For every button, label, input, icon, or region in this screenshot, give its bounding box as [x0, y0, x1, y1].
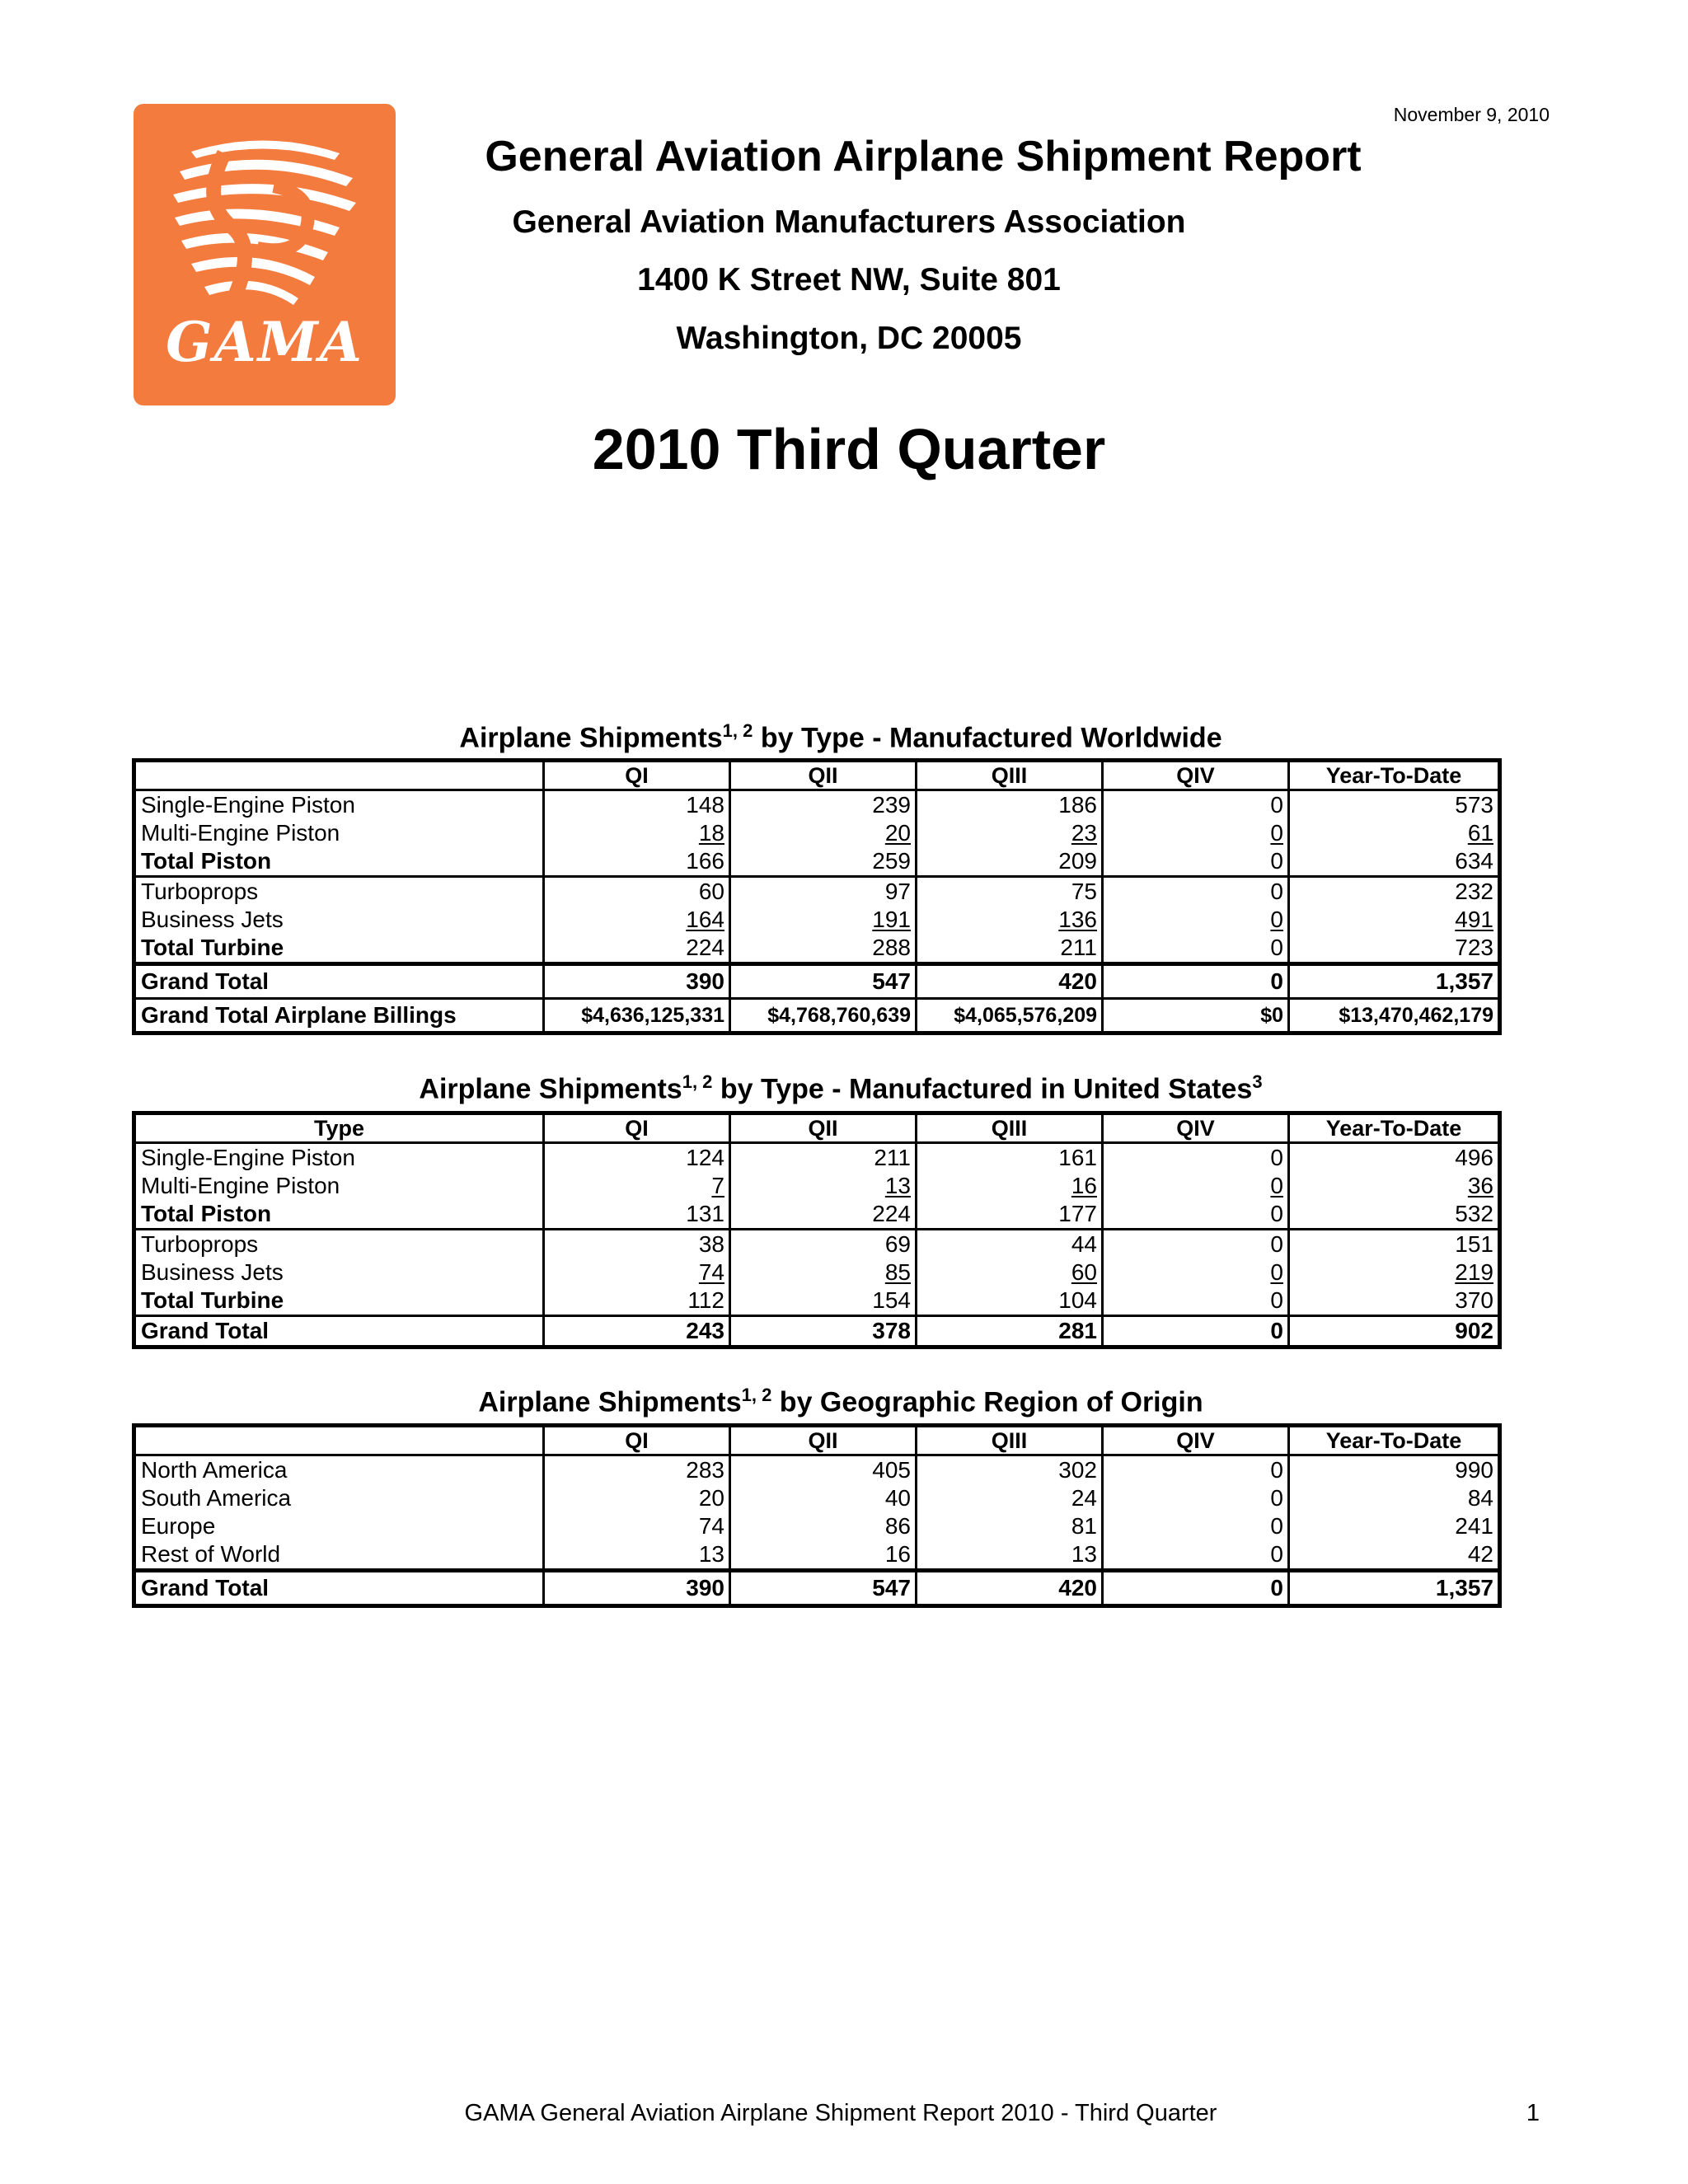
table-row: [134, 1143, 1500, 1173]
row-label: Business Jets: [141, 907, 284, 932]
cell-value: 85: [884, 1259, 911, 1285]
cell-ytd: [1289, 819, 1500, 847]
table-row: [134, 906, 1500, 934]
cell-q3: 161: [917, 1143, 1103, 1173]
cell-q1: 112: [544, 1286, 730, 1316]
cell-ytd: 151: [1289, 1230, 1500, 1259]
cell-q2: 86: [730, 1512, 917, 1540]
cell-value: 136: [1058, 907, 1097, 932]
row-label: Grand Total Airplane Billings: [134, 999, 544, 1033]
table3-caption: [132, 1385, 1550, 1418]
cell-q4: [1103, 1258, 1289, 1286]
report-title: General Aviation Airplane Shipment Report: [485, 133, 1362, 180]
cell-value: 74: [698, 1259, 724, 1285]
row-label: Single-Engine Piston: [141, 792, 355, 818]
cell-ytd: 1,357: [1289, 964, 1500, 999]
us-shipments-table: [132, 1111, 1502, 1349]
cell-q2: 547: [730, 1571, 917, 1606]
table-header-row: [134, 1426, 1500, 1455]
cell-q2: 97: [730, 877, 917, 907]
cell-q4: 0: [1103, 1571, 1289, 1606]
cell-q1: 166: [544, 847, 730, 877]
table-header-row: [134, 1113, 1500, 1143]
billings-row: [134, 999, 1500, 1033]
cell-q3: 81: [917, 1512, 1103, 1540]
table-header-row: [134, 761, 1500, 790]
cell-q3: 104: [917, 1286, 1103, 1316]
cell-q2: 405: [730, 1455, 917, 1485]
cell-q1: 148: [544, 790, 730, 820]
cell-q2: 16: [730, 1540, 917, 1571]
table-row: [134, 1512, 1500, 1540]
cell-q2: [730, 906, 917, 934]
cell-value: 219: [1455, 1259, 1493, 1285]
cell-q3: 177: [917, 1200, 1103, 1230]
cell-q4: 0: [1103, 1316, 1289, 1347]
cell-value: 13: [884, 1173, 911, 1198]
header-q4: QIV: [1103, 1113, 1289, 1143]
cell-ytd: 634: [1289, 847, 1500, 877]
cell-q1: 283: [544, 1455, 730, 1485]
header-q3: QIII: [917, 1426, 1103, 1455]
cell-ytd: 241: [1289, 1512, 1500, 1540]
table3-caption-footnote: 1, 2: [741, 1385, 772, 1405]
header-q2: QII: [730, 1113, 917, 1143]
cell-value: 0: [1270, 820, 1283, 846]
cell-q2: [730, 819, 917, 847]
cell-q2: 288: [730, 934, 917, 964]
row-label: North America: [141, 1457, 288, 1483]
table-row: [134, 1200, 1500, 1230]
table2-caption-footnote: 1, 2: [682, 1071, 713, 1092]
cell-value: 0: [1270, 1173, 1283, 1198]
cell-value: 61: [1467, 820, 1493, 846]
cell-q4: 0: [1103, 934, 1289, 964]
cell-ytd: 42: [1289, 1540, 1500, 1571]
cell-q2: 547: [730, 964, 917, 999]
grand-total-row: [134, 1316, 1500, 1347]
cell-q4: 0: [1103, 964, 1289, 999]
cell-q2: $4,768,760,639: [730, 999, 917, 1033]
cell-q1: 74: [544, 1512, 730, 1540]
worldwide-shipments-table: [132, 758, 1502, 1035]
table-row: [134, 1172, 1500, 1200]
table-row: [134, 819, 1500, 847]
cell-ytd: 232: [1289, 877, 1500, 907]
address-line-1: 1400 K Street NW, Suite 801: [637, 262, 1061, 298]
cell-q1: 124: [544, 1143, 730, 1173]
cell-value: 36: [1467, 1173, 1493, 1198]
cell-q1: 20: [544, 1484, 730, 1512]
cell-value: 0: [1270, 1259, 1283, 1285]
header-q1: QI: [544, 1113, 730, 1143]
cell-q2: 211: [730, 1143, 917, 1173]
table-row: [134, 934, 1500, 964]
cell-q1: 131: [544, 1200, 730, 1230]
cell-q3: [917, 1172, 1103, 1200]
row-label: Grand Total: [134, 1571, 544, 1606]
table2-caption: [132, 1071, 1550, 1105]
cell-q3: 209: [917, 847, 1103, 877]
logo-wordmark: GAMA: [166, 310, 363, 374]
address-line-2: Washington, DC 20005: [676, 321, 1022, 356]
cell-q4: $0: [1103, 999, 1289, 1033]
row-label: Europe: [141, 1513, 216, 1539]
cell-q4: 0: [1103, 790, 1289, 820]
header-q2: QII: [730, 1426, 917, 1455]
cell-q4: 0: [1103, 847, 1289, 877]
cell-q1: [544, 1258, 730, 1286]
cell-q1: 60: [544, 877, 730, 907]
table2-caption-rest: by Type - Manufactured in United States: [712, 1073, 1253, 1105]
cell-q1: 390: [544, 964, 730, 999]
cell-ytd: 496: [1289, 1143, 1500, 1173]
cell-q4: 0: [1103, 1230, 1289, 1259]
header-type: [134, 761, 544, 790]
header-type: Type: [134, 1113, 544, 1143]
cell-q3: 281: [917, 1316, 1103, 1347]
cell-q1: 13: [544, 1540, 730, 1571]
cell-q2: 154: [730, 1286, 917, 1316]
cell-q4: 0: [1103, 1484, 1289, 1512]
cell-ytd: 84: [1289, 1484, 1500, 1512]
row-label: Rest of World: [141, 1541, 281, 1567]
cell-q4: [1103, 1172, 1289, 1200]
header-ytd: Year-To-Date: [1289, 1426, 1500, 1455]
report-quarter: 2010 Third Quarter: [592, 417, 1106, 481]
cell-q2: 239: [730, 790, 917, 820]
cell-q2: 40: [730, 1484, 917, 1512]
cell-value: 491: [1455, 907, 1493, 932]
cell-q4: [1103, 819, 1289, 847]
cell-q2: 378: [730, 1316, 917, 1347]
cell-q3: $4,065,576,209: [917, 999, 1103, 1033]
table1-caption: [132, 720, 1550, 754]
table-row: [134, 1258, 1500, 1286]
cell-q1: [544, 906, 730, 934]
row-label: Grand Total: [134, 964, 544, 999]
table-row: [134, 1455, 1500, 1485]
cell-q1: 390: [544, 1571, 730, 1606]
cell-ytd: [1289, 1258, 1500, 1286]
header-q4: QIV: [1103, 761, 1289, 790]
cell-ytd: 1,357: [1289, 1571, 1500, 1606]
cell-ytd: 723: [1289, 934, 1500, 964]
row-label: Turboprops: [134, 1230, 544, 1259]
row-label: Multi-Engine Piston: [141, 1173, 340, 1198]
table-row: [134, 877, 1500, 907]
cell-q1: [544, 819, 730, 847]
cell-q1: $4,636,125,331: [544, 999, 730, 1033]
cell-q3: 186: [917, 790, 1103, 820]
cell-value: 60: [1071, 1259, 1097, 1285]
org-name: General Aviation Manufacturers Association: [512, 204, 1186, 240]
cell-q2: 259: [730, 847, 917, 877]
header-region: [134, 1426, 544, 1455]
page-footer: GAMA General Aviation Airplane Shipment Report 2010 - Third Quarter: [464, 2100, 1217, 2126]
cell-q4: 0: [1103, 1540, 1289, 1571]
cell-q3: 44: [917, 1230, 1103, 1259]
header-q3: QIII: [917, 761, 1103, 790]
cell-value: 191: [872, 907, 911, 932]
cell-ytd: 902: [1289, 1316, 1500, 1347]
grand-total-row: [134, 964, 1500, 999]
cell-q3: 13: [917, 1540, 1103, 1571]
cell-q1: 224: [544, 934, 730, 964]
row-label: Grand Total: [134, 1316, 544, 1347]
table1-caption-footnote: 1, 2: [722, 720, 753, 741]
cell-value: 0: [1270, 907, 1283, 932]
table-row: [134, 1286, 1500, 1316]
table-row: [134, 1540, 1500, 1571]
table-row: [134, 1230, 1500, 1259]
cell-q1: 243: [544, 1316, 730, 1347]
cell-value: 23: [1071, 820, 1097, 846]
header-ytd: Year-To-Date: [1289, 761, 1500, 790]
cell-q4: 0: [1103, 1455, 1289, 1485]
table-row: [134, 1484, 1500, 1512]
table3-caption-main: Airplane Shipments: [478, 1386, 742, 1418]
row-label: Total Turbine: [141, 935, 284, 960]
cell-q1: 38: [544, 1230, 730, 1259]
header-q1: QI: [544, 1426, 730, 1455]
cell-q4: [1103, 906, 1289, 934]
row-label: Total Turbine: [141, 1287, 284, 1313]
cell-value: 18: [698, 820, 724, 846]
cell-q2: 224: [730, 1200, 917, 1230]
cell-q3: 211: [917, 934, 1103, 964]
header-q3: QIII: [917, 1113, 1103, 1143]
table1-caption-rest: by Type - Manufactured Worldwide: [753, 722, 1222, 754]
cell-q3: [917, 906, 1103, 934]
cell-q3: [917, 1258, 1103, 1286]
table2-caption-footnote-2: 3: [1252, 1071, 1263, 1092]
cell-q3: 420: [917, 964, 1103, 999]
cell-ytd: [1289, 1172, 1500, 1200]
row-label: Multi-Engine Piston: [141, 820, 340, 846]
region-shipments-table: [132, 1423, 1502, 1608]
cell-value: 7: [711, 1173, 724, 1198]
row-label: Business Jets: [141, 1259, 284, 1285]
row-label: Total Piston: [141, 848, 272, 874]
cell-q3: [917, 819, 1103, 847]
table2-caption-main: Airplane Shipments: [419, 1073, 682, 1105]
cell-ytd: 370: [1289, 1286, 1500, 1316]
cell-ytd: 573: [1289, 790, 1500, 820]
row-label: Turboprops: [134, 877, 544, 907]
cell-q4: 0: [1103, 1286, 1289, 1316]
cell-q4: 0: [1103, 1200, 1289, 1230]
page-number: 1: [1526, 2100, 1540, 2126]
cell-q3: 24: [917, 1484, 1103, 1512]
cell-ytd: 990: [1289, 1455, 1500, 1485]
cell-ytd: [1289, 906, 1500, 934]
header-ytd: Year-To-Date: [1289, 1113, 1500, 1143]
header-q2: QII: [730, 761, 917, 790]
cell-q4: 0: [1103, 1143, 1289, 1173]
cell-q1: [544, 1172, 730, 1200]
cell-ytd: 532: [1289, 1200, 1500, 1230]
table-row: [134, 790, 1500, 820]
grand-total-row: [134, 1571, 1500, 1606]
row-label: South America: [141, 1485, 292, 1511]
cell-q4: 0: [1103, 877, 1289, 907]
cell-q4: 0: [1103, 1512, 1289, 1540]
table1-caption-main: Airplane Shipments: [459, 722, 723, 754]
cell-q3: 302: [917, 1455, 1103, 1485]
cell-ytd: $13,470,462,179: [1289, 999, 1500, 1033]
cell-q2: [730, 1172, 917, 1200]
cell-q2: 69: [730, 1230, 917, 1259]
row-label: Single-Engine Piston: [141, 1145, 355, 1170]
cell-q3: 420: [917, 1571, 1103, 1606]
report-date: November 9, 2010: [1393, 104, 1550, 125]
header-q1: QI: [544, 761, 730, 790]
header-q4: QIV: [1103, 1426, 1289, 1455]
cell-value: 164: [686, 907, 724, 932]
cell-q3: 75: [917, 877, 1103, 907]
cell-value: 20: [884, 820, 911, 846]
row-label: Total Piston: [141, 1201, 272, 1226]
cell-value: 16: [1071, 1173, 1097, 1198]
table3-caption-rest: by Geographic Region of Origin: [771, 1386, 1203, 1418]
cell-q2: [730, 1258, 917, 1286]
table-row: [134, 847, 1500, 877]
